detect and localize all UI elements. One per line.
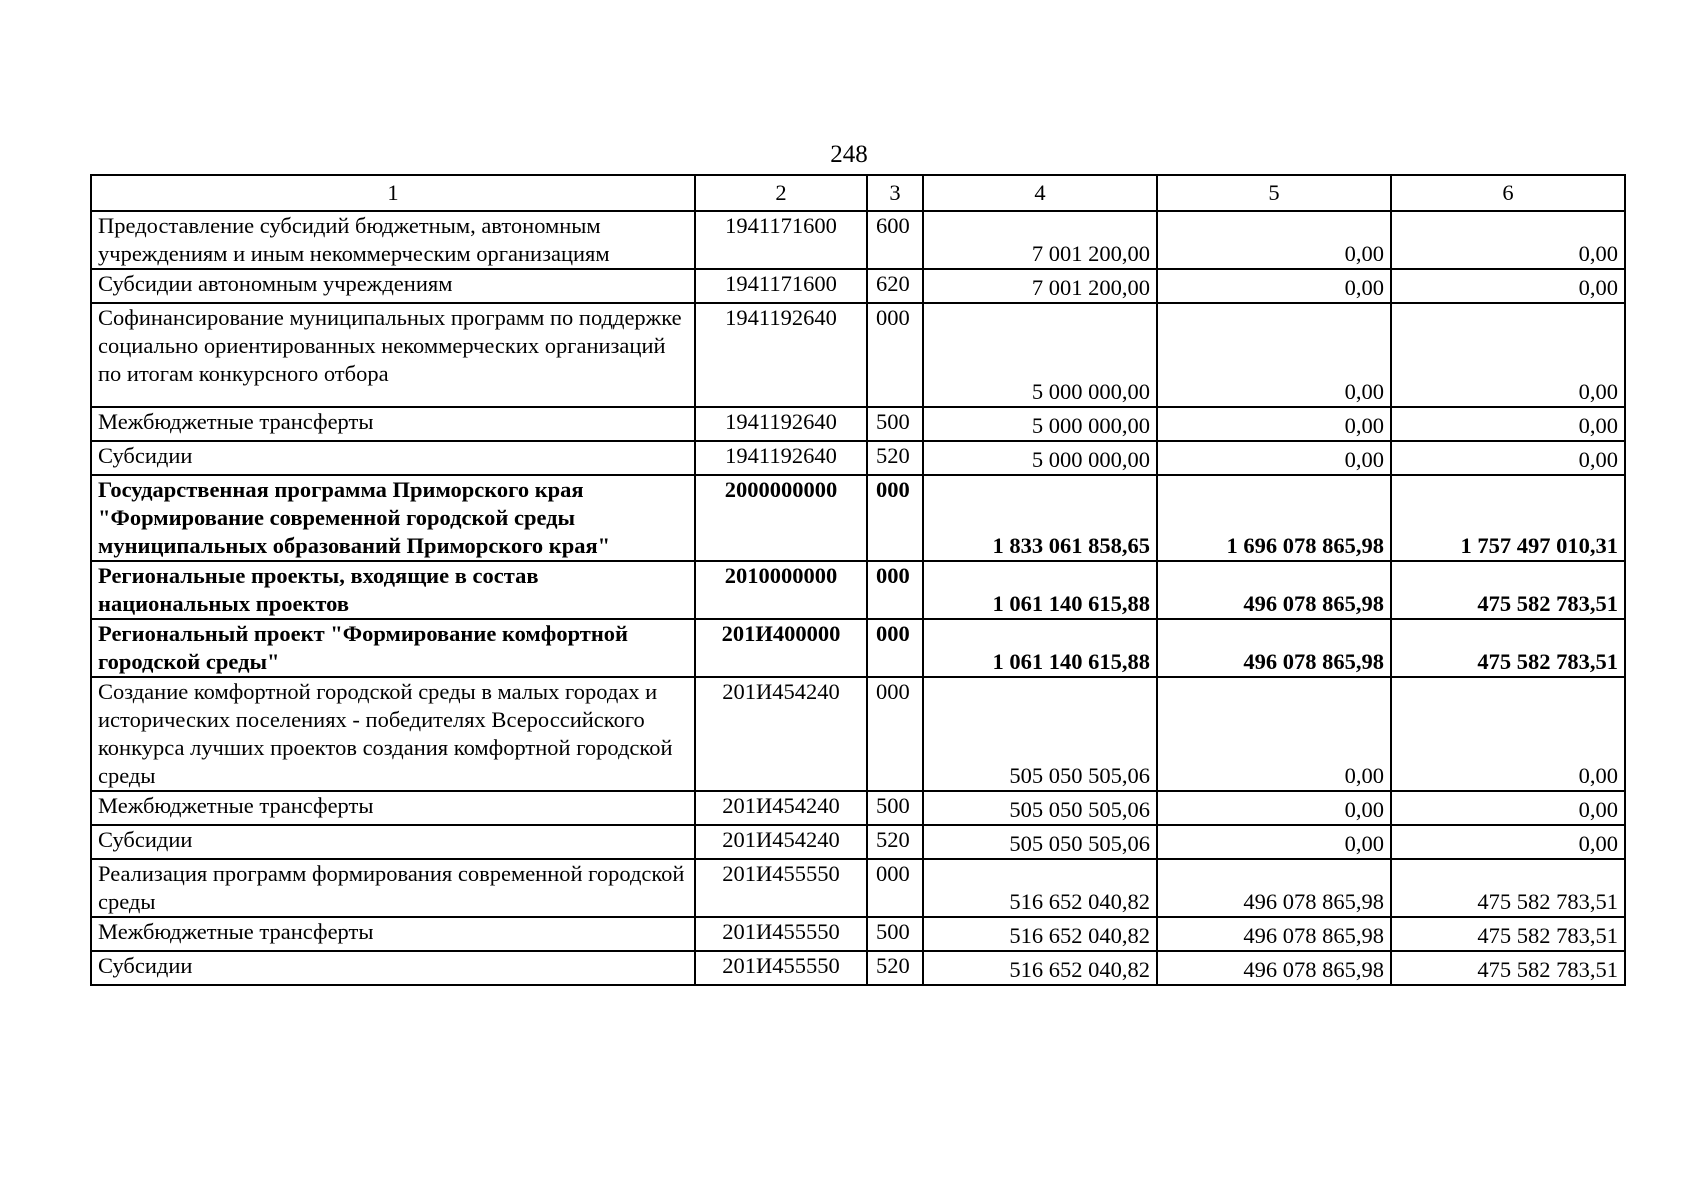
row-value-col6-cell: 475 582 783,51 xyxy=(1391,917,1625,951)
row-value-col6-cell: 0,00 xyxy=(1391,791,1625,825)
row-code-cell: 201И455550 xyxy=(695,859,867,917)
header-col-2: 2 xyxy=(695,175,867,211)
row-value-col4-cell: 7 001 200,00 xyxy=(923,211,1157,269)
row-value-col6-cell: 0,00 xyxy=(1391,677,1625,791)
row-value-col5-cell: 496 078 865,98 xyxy=(1157,561,1391,619)
row-code-cell: 1941171600 xyxy=(695,211,867,269)
row-value-col5-cell: 0,00 xyxy=(1157,441,1391,475)
header-col-4: 4 xyxy=(923,175,1157,211)
row-value-col5-cell: 0,00 xyxy=(1157,303,1391,407)
table-row xyxy=(91,303,1625,407)
row-type-cell: 620 xyxy=(867,269,923,303)
row-type-cell: 500 xyxy=(867,917,923,951)
row-value-col6-cell: 0,00 xyxy=(1391,407,1625,441)
row-type-cell: 000 xyxy=(867,677,923,791)
row-type-cell: 520 xyxy=(867,441,923,475)
row-type-cell: 520 xyxy=(867,825,923,859)
row-value-col5-cell: 0,00 xyxy=(1157,269,1391,303)
row-value-col4-cell: 5 000 000,00 xyxy=(923,441,1157,475)
table-row xyxy=(91,211,1625,269)
row-name-cell: Софинансирование муниципальных программ по поддержке социально ориентированных некоммерческих организаций по итогам конкурсного отбора xyxy=(91,303,695,407)
row-value-col4-cell: 516 652 040,82 xyxy=(923,917,1157,951)
row-code-cell: 2000000000 xyxy=(695,475,867,561)
row-value-col5-cell: 0,00 xyxy=(1157,825,1391,859)
row-value-col5-cell: 0,00 xyxy=(1157,791,1391,825)
row-type-cell: 500 xyxy=(867,407,923,441)
table-row xyxy=(91,561,1625,619)
budget-table xyxy=(90,174,1626,986)
row-value-col4-cell: 1 061 140 615,88 xyxy=(923,619,1157,677)
table-row xyxy=(91,917,1625,951)
row-name-cell: Реализация программ формирования современной городской среды xyxy=(91,859,695,917)
row-value-col6-cell: 475 582 783,51 xyxy=(1391,619,1625,677)
row-value-col4-cell: 1 061 140 615,88 xyxy=(923,561,1157,619)
row-type-cell: 600 xyxy=(867,211,923,269)
header-col-3: 3 xyxy=(867,175,923,211)
row-value-col4-cell: 505 050 505,06 xyxy=(923,825,1157,859)
row-type-cell: 000 xyxy=(867,859,923,917)
row-code-cell: 1941192640 xyxy=(695,407,867,441)
row-value-col6-cell: 475 582 783,51 xyxy=(1391,859,1625,917)
row-name-cell: Субсидии автономным учреждениям xyxy=(91,269,695,303)
row-value-col6-cell: 475 582 783,51 xyxy=(1391,951,1625,985)
row-name-cell: Предоставление субсидий бюджетным, автономным учреждениям и иным некоммерческим организациям xyxy=(91,211,695,269)
row-value-col4-cell: 516 652 040,82 xyxy=(923,951,1157,985)
table-row xyxy=(91,791,1625,825)
table-row xyxy=(91,407,1625,441)
row-type-cell: 500 xyxy=(867,791,923,825)
table-row xyxy=(91,619,1625,677)
row-value-col5-cell: 0,00 xyxy=(1157,677,1391,791)
row-value-col6-cell: 1 757 497 010,31 xyxy=(1391,475,1625,561)
row-value-col6-cell: 0,00 xyxy=(1391,211,1625,269)
row-name-cell: Межбюджетные трансферты xyxy=(91,917,695,951)
row-value-col6-cell: 0,00 xyxy=(1391,269,1625,303)
row-code-cell: 1941192640 xyxy=(695,441,867,475)
table-row xyxy=(91,859,1625,917)
row-code-cell: 1941192640 xyxy=(695,303,867,407)
row-value-col5-cell: 496 078 865,98 xyxy=(1157,859,1391,917)
row-value-col4-cell: 1 833 061 858,65 xyxy=(923,475,1157,561)
row-value-col4-cell: 5 000 000,00 xyxy=(923,303,1157,407)
table-row xyxy=(91,475,1625,561)
row-value-col4-cell: 505 050 505,06 xyxy=(923,791,1157,825)
row-type-cell: 000 xyxy=(867,475,923,561)
row-name-cell: Субсидии xyxy=(91,441,695,475)
row-value-col5-cell: 496 078 865,98 xyxy=(1157,917,1391,951)
row-code-cell: 1941171600 xyxy=(695,269,867,303)
row-name-cell: Межбюджетные трансферты xyxy=(91,407,695,441)
row-type-cell: 000 xyxy=(867,303,923,407)
table-row xyxy=(91,269,1625,303)
table-row xyxy=(91,951,1625,985)
row-value-col4-cell: 7 001 200,00 xyxy=(923,269,1157,303)
row-name-cell: Региональные проекты, входящие в состав национальных проектов xyxy=(91,561,695,619)
row-value-col5-cell: 0,00 xyxy=(1157,407,1391,441)
header-col-6: 6 xyxy=(1391,175,1625,211)
header-col-5: 5 xyxy=(1157,175,1391,211)
row-code-cell: 201И454240 xyxy=(695,791,867,825)
table-row xyxy=(91,441,1625,475)
header-col-1: 1 xyxy=(91,175,695,211)
row-value-col4-cell: 505 050 505,06 xyxy=(923,677,1157,791)
row-type-cell: 520 xyxy=(867,951,923,985)
row-code-cell: 201И400000 xyxy=(695,619,867,677)
row-value-col6-cell: 0,00 xyxy=(1391,441,1625,475)
row-name-cell: Государственная программа Приморского края "Формирование современной городской среды муниципальных образований Приморского края" xyxy=(91,475,695,561)
row-value-col6-cell: 0,00 xyxy=(1391,825,1625,859)
row-name-cell: Межбюджетные трансферты xyxy=(91,791,695,825)
row-code-cell: 2010000000 xyxy=(695,561,867,619)
row-name-cell: Субсидии xyxy=(91,825,695,859)
row-value-col4-cell: 516 652 040,82 xyxy=(923,859,1157,917)
row-code-cell: 201И454240 xyxy=(695,825,867,859)
row-code-cell: 201И454240 xyxy=(695,677,867,791)
row-type-cell: 000 xyxy=(867,619,923,677)
row-value-col5-cell: 0,00 xyxy=(1157,211,1391,269)
row-value-col6-cell: 0,00 xyxy=(1391,303,1625,407)
table-row xyxy=(91,825,1625,859)
row-name-cell: Региональный проект "Формирование комфортной городской среды" xyxy=(91,619,695,677)
row-code-cell: 201И455550 xyxy=(695,917,867,951)
row-value-col4-cell: 5 000 000,00 xyxy=(923,407,1157,441)
row-name-cell: Создание комфортной городской среды в малых городах и исторических поселениях - победителях Всероссийского конкурса лучших проектов создания комфортной городской среды xyxy=(91,677,695,791)
row-value-col6-cell: 475 582 783,51 xyxy=(1391,561,1625,619)
row-value-col5-cell: 496 078 865,98 xyxy=(1157,619,1391,677)
table-row xyxy=(91,677,1625,791)
row-value-col5-cell: 1 696 078 865,98 xyxy=(1157,475,1391,561)
row-value-col5-cell: 496 078 865,98 xyxy=(1157,951,1391,985)
row-code-cell: 201И455550 xyxy=(695,951,867,985)
table-header-row xyxy=(91,175,1625,211)
row-name-cell: Субсидии xyxy=(91,951,695,985)
row-type-cell: 000 xyxy=(867,561,923,619)
page-number: 248 xyxy=(830,141,868,168)
